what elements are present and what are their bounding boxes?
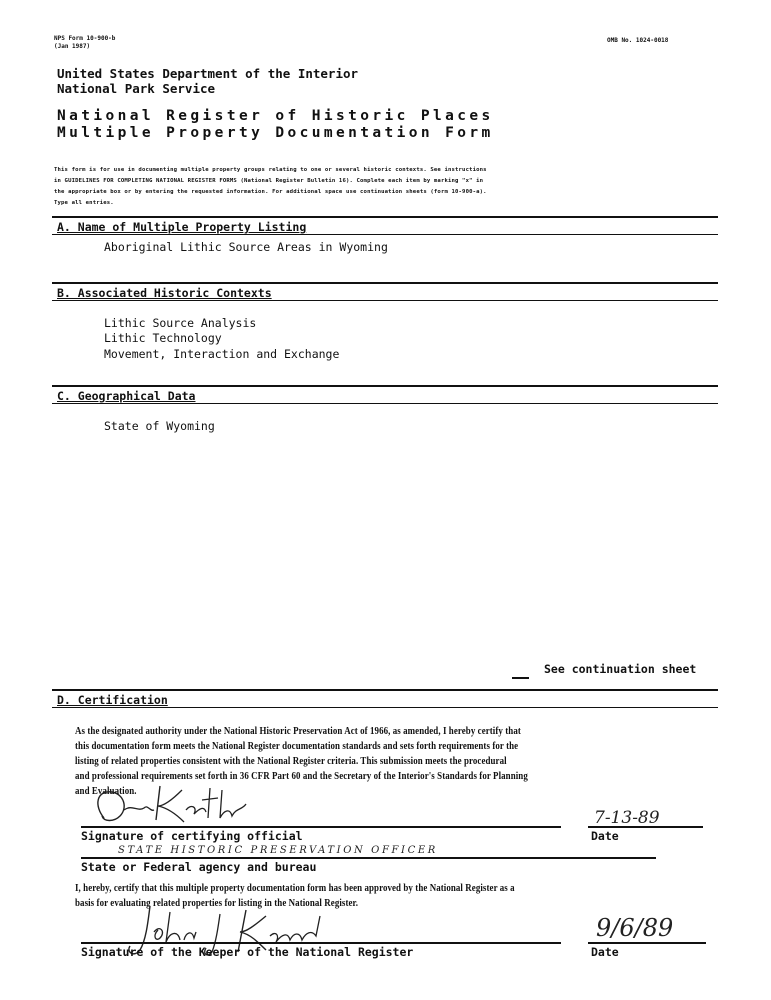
date-line[interactable] bbox=[588, 826, 703, 828]
statement-line: and Evaluation. bbox=[75, 786, 137, 797]
instruction-line: in GUIDELINES FOR COMPLETING NATIONAL REGISTER FORMS (National Register Bulletin 16). Complete each item by marking "x" in bbox=[54, 178, 484, 184]
agency-line[interactable] bbox=[81, 857, 656, 859]
form-number-line1: NPS Form 10-900-b bbox=[54, 35, 116, 42]
form-title-line1: National Register of Historic Places bbox=[57, 108, 494, 124]
continuation-checkbox[interactable] bbox=[512, 677, 529, 679]
bureau-name: National Park Service bbox=[57, 81, 216, 96]
instruction-line: This form is for use in documenting multiple property groups relating to one or several historic contexts. See instructions bbox=[54, 167, 487, 173]
section-b-heading: B. Associated Historic Contexts bbox=[57, 286, 272, 300]
section-a-underline bbox=[52, 234, 718, 235]
statement-line: and professional requirements set forth in 36 CFR Part 60 and the Secretary of the Interior's Standards for Planning bbox=[75, 771, 528, 782]
form-title-line2: Multiple Property Documentation Form bbox=[57, 125, 494, 141]
form-number-line2: (Jan 1987) bbox=[54, 43, 91, 50]
certification-date: 7-13-89 bbox=[594, 808, 660, 828]
section-d-rule bbox=[52, 689, 718, 691]
instruction-line: Type all entries. bbox=[54, 200, 114, 206]
section-d-heading: D. Certification bbox=[57, 693, 168, 707]
keeper-date: 9/6/89 bbox=[596, 914, 674, 942]
section-a-heading: A. Name of Multiple Property Listing bbox=[57, 220, 307, 234]
section-c-rule bbox=[52, 385, 718, 387]
section-b-underline bbox=[52, 300, 718, 301]
section-a-rule bbox=[52, 216, 718, 218]
keeper-date-line[interactable] bbox=[588, 942, 706, 944]
property-listing-name: Aboriginal Lithic Source Areas in Wyoming bbox=[104, 240, 388, 254]
date-label: Date bbox=[591, 829, 619, 843]
instructions bbox=[54, 165, 487, 209]
geographical-data-value: State of Wyoming bbox=[104, 419, 215, 433]
section-d-underline bbox=[52, 707, 718, 708]
agency-bureau-value: STATE HISTORIC PRESERVATION OFFICER bbox=[118, 845, 438, 856]
keeper-signature-line[interactable] bbox=[81, 942, 561, 944]
historic-context-item: Lithic Source Analysis bbox=[104, 316, 257, 330]
keeper-signature-label: Signature of the Keeper of the National Register bbox=[81, 945, 414, 959]
signature-label: Signature of certifying official bbox=[81, 829, 303, 843]
statement-line: listing of related properties consistent with the National Register criteria. This submission meets the procedural bbox=[75, 756, 507, 767]
form-number bbox=[54, 35, 115, 51]
approval-line: I, hereby, certify that this multiple property documentation form has been approved by the National Register as a bbox=[75, 883, 515, 894]
signature-line[interactable] bbox=[81, 826, 561, 828]
statement-line: this documentation form meets the National Register documentation standards and sets forth requirements for the bbox=[75, 741, 519, 752]
omb-number: OMB No. 1024-0018 bbox=[607, 37, 669, 44]
agency-name: United States Department of the Interior bbox=[57, 66, 359, 81]
approval-line: basis for evaluating related properties for listing in the National Register. bbox=[75, 898, 359, 909]
keeper-date-label: Date bbox=[591, 945, 619, 959]
instruction-line: the appropriate box or by entering the requested information. For additional space use continuation sheets (form 10-900-a). bbox=[54, 189, 487, 195]
continuation-sheet-label: See continuation sheet bbox=[544, 662, 697, 676]
certifying-official-signature bbox=[90, 782, 250, 828]
agency-bureau-label: State or Federal agency and bureau bbox=[81, 860, 317, 874]
section-b-rule bbox=[52, 282, 718, 284]
section-c-underline bbox=[52, 403, 718, 404]
statement-line: As the designated authority under the National Historic Preservation Act of 1966, as amended, I hereby certify that bbox=[75, 726, 521, 737]
section-c-heading: C. Geographical Data bbox=[57, 389, 196, 403]
historic-context-item: Lithic Technology bbox=[104, 331, 222, 345]
historic-context-item: Movement, Interaction and Exchange bbox=[104, 347, 340, 361]
